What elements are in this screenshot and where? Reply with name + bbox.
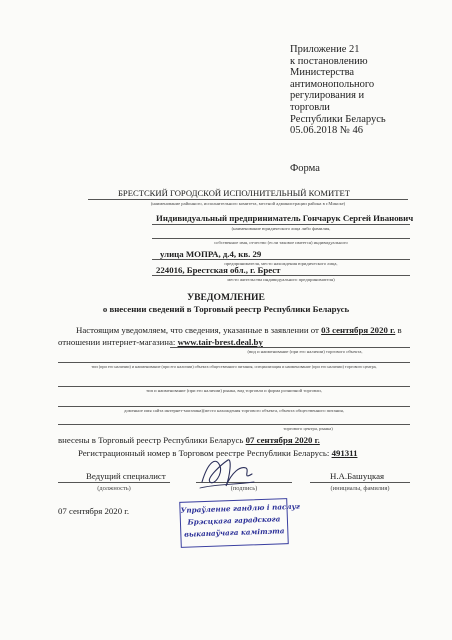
store-line — [58, 337, 263, 347]
reg-number: 491311 — [331, 448, 358, 458]
appendix-line: Приложение 21 — [290, 44, 360, 55]
address-street-underline — [152, 259, 410, 260]
store-caption: (вид и наименование (при его наличии) торгового объекта, — [247, 349, 363, 354]
appendix-line: 05.06.2018 № 46 — [290, 125, 364, 137]
paragraph-start: Настоящим уведомляем, что сведения, указанные в заявлении от — [76, 325, 319, 335]
appendix-line: Республики Беларусь — [290, 113, 386, 125]
application-date: 03 сентября 2020 г. — [321, 325, 396, 335]
appendix-line: Министерства — [290, 67, 355, 79]
paragraph-end: в — [397, 325, 402, 335]
signer-name: Н.А.Башуцкая — [330, 471, 385, 481]
reg-number-label: Регистрационный номер в Торговом реестре Республики Беларусь: — [78, 448, 330, 458]
blank-line-4 — [58, 406, 410, 407]
store-underline — [170, 347, 410, 348]
address-city: 224016, Брестская обл., г. Брест — [156, 265, 281, 275]
registered-line — [58, 435, 320, 445]
authority-name: БРЕСТСКИЙ ГОРОДСКОЙ ИСПОЛНИТЕЛЬНЫЙ КОМИТЕТ — [118, 188, 350, 198]
appendix-line: регулирования и — [290, 90, 365, 102]
stamp-line: выканаўчага камітэта — [184, 526, 285, 539]
appendix-line: к постановлению — [290, 55, 368, 67]
entity-underline — [152, 224, 410, 225]
stamp-line: Упраўленне гандлю і паслуг — [180, 501, 301, 515]
entity-caption-2: собственное имя, отчество (если таковое имеется) индивидуального — [214, 240, 348, 245]
authority-caption: (наименование районного, исполнительного комитета, местной администрации района в г.Минске) — [150, 201, 346, 206]
caption-line-4: доменное имя сайта интернет-магазина)(место нахождения торгового объекта, объекта общественного питания, — [124, 408, 344, 413]
blank-line-5 — [58, 424, 410, 425]
official-stamp — [179, 498, 301, 548]
issue-date: 07 сентября 2020 г. — [58, 506, 130, 516]
handwritten-signature — [196, 452, 256, 494]
signature-caption: (подпись) — [230, 485, 258, 492]
stamp-line: Брэсцкага гарадскога — [187, 514, 281, 527]
position-underline — [58, 482, 170, 483]
address-city-underline — [152, 275, 410, 276]
appendix-line: антимонопольного — [290, 78, 375, 90]
authority-underline — [88, 199, 408, 200]
blank-line-2 — [58, 362, 410, 363]
address-caption-2: место жительства индивидуального предпринимателя) — [227, 277, 335, 282]
store-url: www.tair-brest.deal.by — [177, 337, 263, 347]
caption-line-3: тип и наименование (при его наличии) рынка, вид торговли и форма розничной торговли, — [146, 388, 322, 393]
entity-name: Индивидуальный предприниматель Гончарук Сергей Иванович — [156, 213, 414, 223]
address-caption-1: предпринимателя, место нахождения юридического лица, — [224, 261, 338, 266]
notice-title: УВЕДОМЛЕНИЕ — [187, 292, 265, 303]
store-prefix: отношении интернет-магазина: — [58, 337, 176, 347]
entity-underline-2 — [152, 238, 410, 239]
notice-subtitle: о внесении сведений в Торговый реестр Республики Беларусь — [102, 304, 350, 314]
caption-line-5: торгового центра, рынка) — [283, 426, 333, 431]
name-caption: (инициалы, фамилия) — [330, 485, 390, 492]
registered-date: 07 сентября 2020 г. — [245, 435, 320, 445]
form-label: Форма — [290, 163, 320, 174]
blank-line-3 — [58, 386, 410, 387]
notice-paragraph — [76, 325, 402, 335]
appendix-line: торговли — [290, 101, 330, 113]
position-caption: (должность) — [97, 485, 131, 492]
entity-caption-1: (наименование юридического лица либо фамилия, — [231, 226, 331, 231]
caption-line-2: тип (при его наличии) и наименование (при его наличии) объекта общественного питания, специализация и наименование (при его наличии) торгового центра, — [91, 364, 377, 369]
name-underline — [310, 482, 410, 483]
address-street: улица МОПРА, д.4, кв. 29 — [160, 249, 262, 259]
appendix-block — [290, 44, 386, 137]
position: Ведущий специалист — [86, 471, 166, 481]
registered-text: внесены в Торговый реестр Республики Беларусь — [58, 435, 244, 445]
